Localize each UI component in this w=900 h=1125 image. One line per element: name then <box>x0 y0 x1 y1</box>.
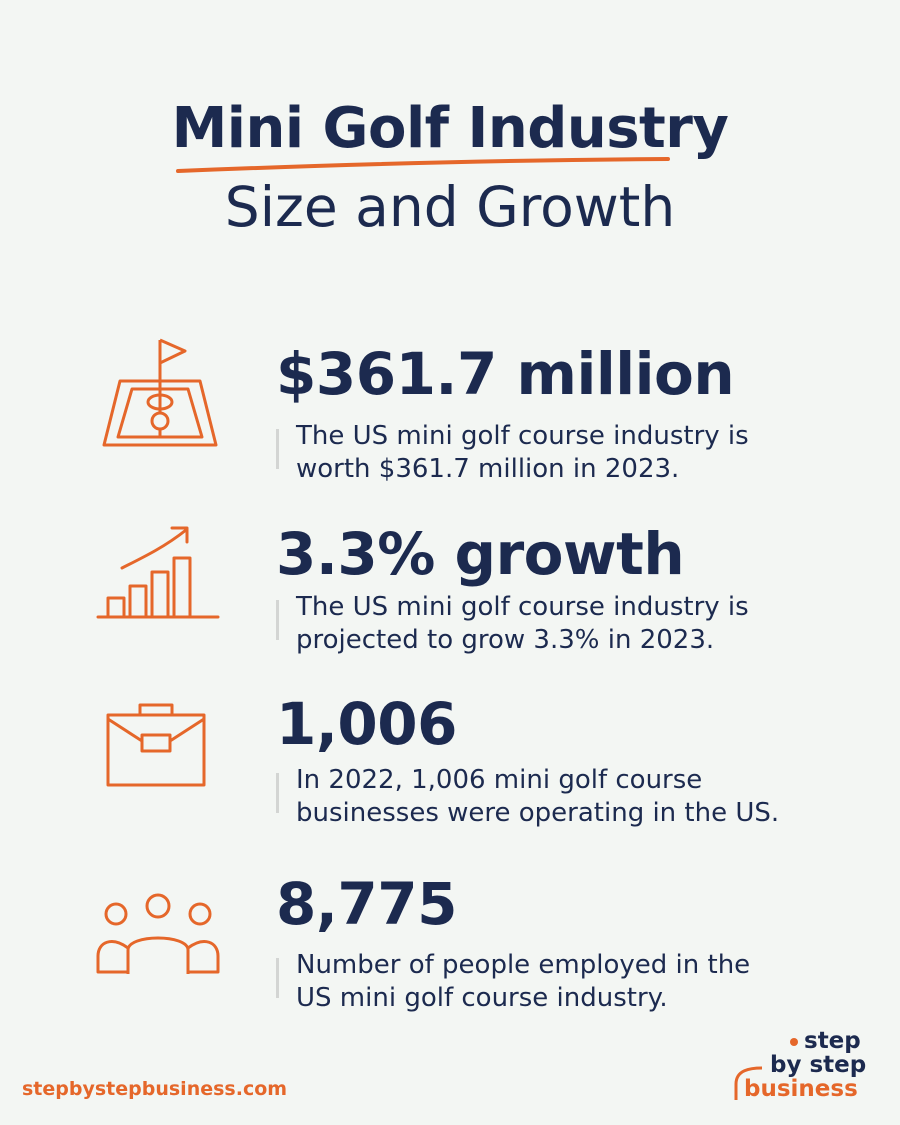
logo-word-by-step: by step <box>770 1052 867 1078</box>
page-title: Mini Golf Industry <box>171 96 729 161</box>
stat-value: 8,775 <box>276 870 457 938</box>
stat-value: 3.3% growth <box>276 520 685 588</box>
growth-chart-icon <box>96 520 220 622</box>
logo-word-step: step <box>804 1028 861 1054</box>
stat-description: The US mini golf course industry is projected to grow 3.3% in 2023. <box>296 592 749 655</box>
divider <box>276 429 279 469</box>
brand-logo <box>732 1030 872 1106</box>
stat-item <box>0 335 900 495</box>
divider <box>276 600 279 640</box>
page-subtitle: Size and Growth <box>224 175 676 239</box>
mini-golf-course-icon <box>100 335 220 450</box>
divider <box>276 773 279 813</box>
stat-value: $361.7 million <box>276 340 735 408</box>
footer-url[interactable]: stepbystepbusiness.com <box>22 1078 288 1100</box>
stat-description: The US mini golf course industry is worth $361.7 million in 2023. <box>296 421 749 484</box>
stat-value: 1,006 <box>276 690 457 758</box>
divider <box>276 958 279 998</box>
stat-item <box>0 520 900 660</box>
stat-description: Number of people employed in the US mini golf course industry. <box>296 950 751 1013</box>
people-group-icon <box>92 892 224 978</box>
briefcase-icon <box>104 695 208 790</box>
stat-item <box>0 870 900 1020</box>
stat-item <box>0 690 900 840</box>
logo-word-business: business <box>744 1076 858 1102</box>
stat-description: In 2022, 1,006 mini golf course businesses were operating in the US. <box>296 765 780 828</box>
